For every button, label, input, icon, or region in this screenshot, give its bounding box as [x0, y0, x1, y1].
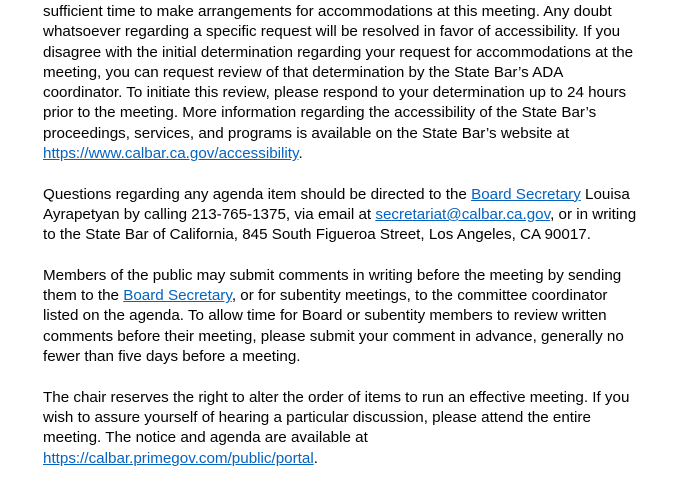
line-suffix: Louisa: [580, 185, 630, 203]
text-line: disagree with the initial determination regarding your request for accommodations at the: [43, 43, 634, 61]
text-line: meeting, you can request review of that determination by the State Bar’s ADA: [43, 63, 564, 81]
text-line: prior to the meeting. More information regarding the accessibility of the State Bar’s: [43, 104, 597, 122]
accessibility-link[interactable]: https://www.calbar.ca.gov/accessibility: [43, 145, 299, 163]
email-link[interactable]: secretariat@calbar.ca.gov: [375, 205, 551, 223]
text-line: [43, 286, 683, 306]
text-line: fewer than five days before a meeting.: [43, 348, 301, 366]
text-line: coordinator. To initiate this review, please respond to your determination up to 24 hours: [43, 84, 627, 102]
link-suffix: .: [298, 145, 303, 163]
text-line: Members of the public may submit comments in writing before the meeting by sending: [43, 266, 622, 284]
portal-link[interactable]: https://calbar.primegov.com/public/portal: [43, 449, 314, 467]
line-prefix: Ayrapetyan by calling 213-765-1375, via email at: [43, 205, 376, 223]
text-line: meeting. The notice and agenda are available at: [43, 429, 368, 447]
line-prefix: Questions regarding any agenda item should be directed to the: [43, 185, 472, 203]
text-line: sufficient time to make arrangements for accommodations at this meeting. Any doubt: [43, 3, 612, 20]
text-line: proceedings, services, and programs is available on the State Bar’s website at: [43, 124, 570, 142]
text-line: [43, 144, 683, 164]
public-comments-paragraph: [43, 266, 683, 367]
accommodations-paragraph: [43, 2, 683, 164]
agenda-order-paragraph: [43, 388, 683, 469]
text-line: whatsoever regarding a specific request will be resolved in favor of accessibility. If you: [43, 23, 621, 41]
board-secretary-link[interactable]: Board Secretary: [471, 185, 581, 203]
text-line: wish to assure yourself of hearing a particular discussion, please attend the entire: [43, 408, 591, 426]
text-line: The chair reserves the right to alter the order of items to run an effective meeting. If you: [43, 388, 630, 406]
text-line: listed on the agenda. To allow time for Board or subentity members to review written: [43, 307, 607, 325]
text-line: to the State Bar of California, 845 South Figueroa Street, Los Angeles, CA 90017.: [43, 226, 591, 244]
line-prefix: them to the: [43, 287, 124, 305]
questions-paragraph: [43, 185, 683, 246]
document-body: [43, 2, 683, 489]
text-line: [43, 185, 683, 205]
text-line: [43, 205, 683, 225]
text-line: comments before their meeting, please submit your comment in advance, generally no: [43, 327, 624, 345]
line-suffix: , or in writing: [550, 205, 637, 223]
board-secretary-link[interactable]: Board Secretary: [123, 287, 232, 305]
line-suffix: , or for subentity meetings, to the committee coordinator: [231, 287, 608, 305]
link-suffix: .: [313, 449, 318, 467]
